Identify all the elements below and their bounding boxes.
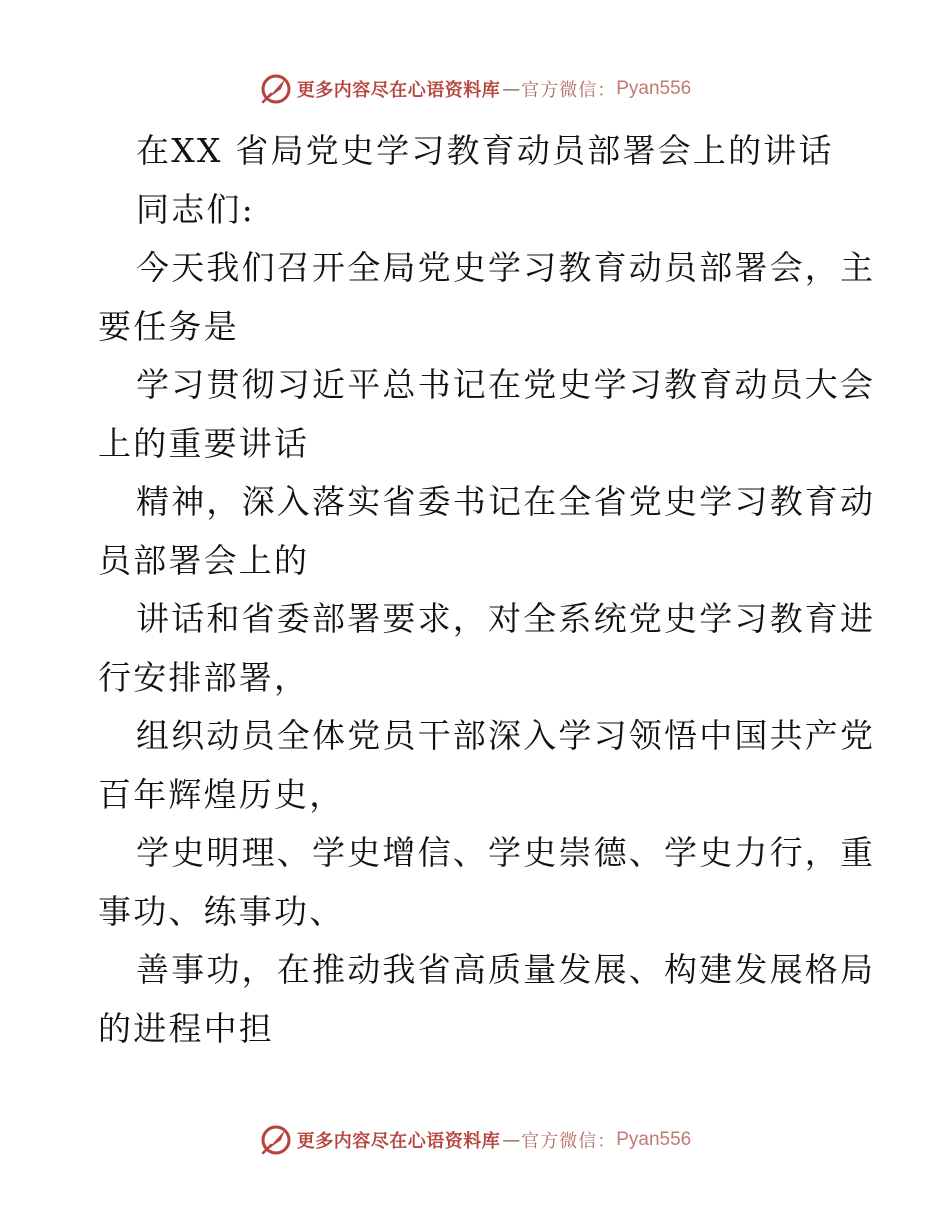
paragraph-line: 要任务是 (98, 306, 239, 346)
paragraph-line: 的进程中担 (98, 1008, 274, 1048)
paragraph-line: 事功、练事功、 (98, 891, 345, 931)
watermark-separator: — (502, 78, 520, 100)
watermark-main-text: 更多内容尽在心语资料库 (296, 80, 501, 101)
paragraph-line: 员部署会上的 (98, 540, 310, 580)
quill-logo-icon (259, 72, 293, 106)
paragraph-line: 组织动员全体党员干部深入学习领悟中国共产党 (136, 716, 876, 755)
watermark-wechat-id: Pyan556 (616, 1129, 692, 1150)
watermark-wechat-label: 官方微信： (521, 80, 617, 101)
header-watermark (0, 71, 950, 107)
paragraph-line: 上的重要讲话 (98, 423, 310, 463)
watermark-separator: — (502, 1129, 520, 1151)
watermark-main-text: 更多内容尽在心语资料库 (296, 1131, 501, 1152)
salutation: 同志们: (136, 189, 255, 229)
paragraph-line: 学史明理、学史增信、学史崇德、学史力行，重 (136, 833, 876, 872)
watermark-wechat-label: 官方微信： (521, 1131, 617, 1152)
paragraph-line: 讲话和省委部署要求，对全系统党史学习教育进 (136, 599, 876, 638)
watermark-wechat-id: Pyan556 (616, 78, 692, 99)
paragraph-line: 百年辉煌历史， (98, 774, 345, 814)
paragraph-line: 今天我们召开全局党史学习教育动员部署会，主 (136, 248, 876, 287)
paragraph-line: 学习贯彻习近平总书记在党史学习教育动员大会 (136, 365, 876, 404)
quill-logo-icon (259, 1123, 293, 1157)
document-body (98, 122, 876, 1058)
paragraph-line: 善事功，在推动我省高质量发展、构建发展格局 (136, 950, 876, 989)
paragraph-line: 精神，深入落实省委书记在全省党史学习教育动 (136, 482, 876, 521)
footer-watermark (0, 1122, 950, 1158)
document-title: 在XX 省局党史学习教育动员部署会上的讲话 (136, 131, 834, 170)
paragraph-line: 行安排部署， (98, 657, 310, 697)
